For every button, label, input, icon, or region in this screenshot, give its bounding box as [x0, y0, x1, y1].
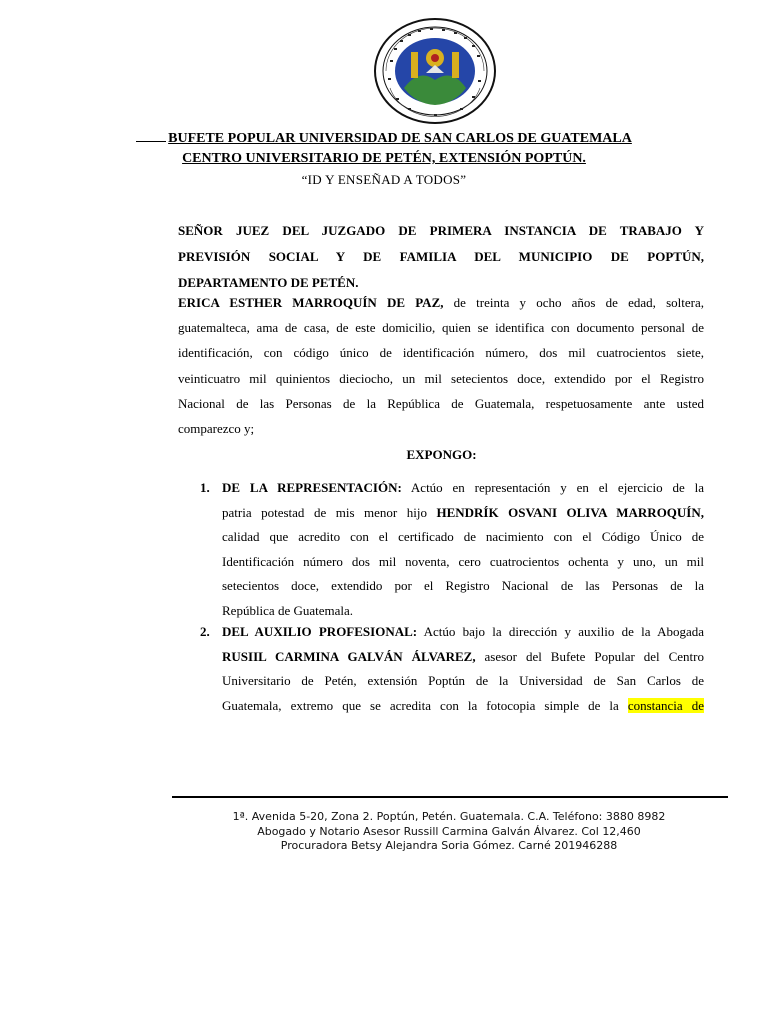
section-title: EXPONGO: — [406, 447, 477, 462]
footer-divider — [172, 796, 728, 798]
item-text: Actúo en representación y en el ejercicio de la — [401, 480, 704, 495]
intro-line: Nacional de las Personas de la República de Guatemala, respetuosamente ante usted — [178, 395, 704, 411]
letterhead-motto: “ID Y ENSEÑAD A TODOS” — [301, 172, 467, 187]
list-item — [200, 476, 704, 623]
item-text: Actúo bajo la dirección y auxilio de la Abogada — [417, 624, 704, 639]
addressee-block — [178, 218, 704, 296]
item-line — [222, 694, 704, 719]
item-line — [222, 476, 704, 501]
intro-line: identificación, con código único de identificación número, dos mil cuatrocientos siete, — [178, 345, 704, 361]
item-text: Guatemala, extremo que se acredita con la fotocopia simple de la — [222, 697, 628, 713]
item-body — [222, 476, 704, 623]
item-number: 2. — [200, 624, 210, 639]
item-text: asesor del Bufete Popular del Centro — [475, 648, 704, 664]
intro-text: de treinta y ocho años de edad, soltera, — [443, 295, 704, 310]
item-line — [222, 645, 704, 670]
footer-attorney: Abogado y Notario Asesor Russill Carmina Galván Álvarez. Col 12,460 — [257, 824, 641, 838]
intro-line — [178, 290, 704, 315]
item-line: República de Guatemala. — [222, 602, 354, 618]
item-line — [222, 620, 704, 645]
intro-line: veinticuatro mil quinientos dieciocho, un mil setecientos doce, extendido por el Registro — [178, 370, 704, 386]
underline-lead — [136, 129, 166, 142]
intro-line: guatemalteca, ama de casa, de este domicilio, quien se identifica con documento personal de — [178, 320, 704, 336]
item-heading: DE LA REPRESENTACIÓN: — [222, 480, 402, 495]
letterhead-title-text: BUFETE POPULAR UNIVERSIDAD DE SAN CARLOS DE GUATEMALA — [168, 131, 632, 146]
footer-procurator: Procuradora Betsy Alejandra Soria Gómez. Carné 201946288 — [280, 839, 618, 853]
footer-address: 1ª. Avenida 5-20, Zona 2. Poptún, Petén. Guatemala. C.A. Teléfono: 3880 8982 — [232, 810, 666, 823]
highlighted-text: constancia de — [627, 697, 704, 713]
item-number: 1. — [200, 480, 210, 495]
intro-line: comparezco y; — [178, 421, 255, 437]
item-line: Identificación número dos mil noventa, cero cuatrocientos ochenta y uno, un mil — [222, 553, 704, 569]
addressee-line: PREVISIÓN SOCIAL Y DE FAMILIA DEL MUNICIPIO DE POPTÚN, — [178, 249, 704, 264]
item-body — [222, 620, 704, 718]
item-text: patria potestad de mis menor hijo — [222, 504, 437, 520]
page-footer — [0, 810, 768, 854]
item-heading: DEL AUXILIO PROFESIONAL: — [222, 624, 418, 639]
list-item — [200, 620, 704, 718]
addressee-line: SEÑOR JUEZ DEL JUZGADO DE PRIMERA INSTANCIA DE TRABAJO Y — [178, 223, 704, 238]
addressee-line: DEPARTAMENTO DE PETÉN. — [178, 275, 359, 290]
letterhead-title — [0, 129, 768, 147]
petitioner-name: ERICA ESTHER MARROQUÍN DE PAZ, — [178, 295, 444, 310]
university-seal-emblem — [374, 18, 496, 124]
intro-paragraph — [178, 290, 704, 441]
attorney-name: RUSIIL CARMINA GALVÁN ÁLVAREZ, — [222, 648, 476, 664]
letterhead-subtitle: CENTRO UNIVERSITARIO DE PETÉN, EXTENSIÓN POPTÚN. — [182, 151, 586, 166]
item-line: calidad que acredito con el certificado de nacimiento con el Código Único de — [222, 529, 704, 544]
item-line: Universitario de Petén, extensión Poptún de la Universidad de San Carlos de — [222, 673, 704, 688]
minor-name: HENDRÍK OSVANI OLIVA MARROQUÍN, — [436, 504, 704, 520]
item-line: setecientos doce, extendido por el Registro Nacional de las Personas de la — [222, 578, 704, 593]
item-line — [222, 501, 704, 526]
